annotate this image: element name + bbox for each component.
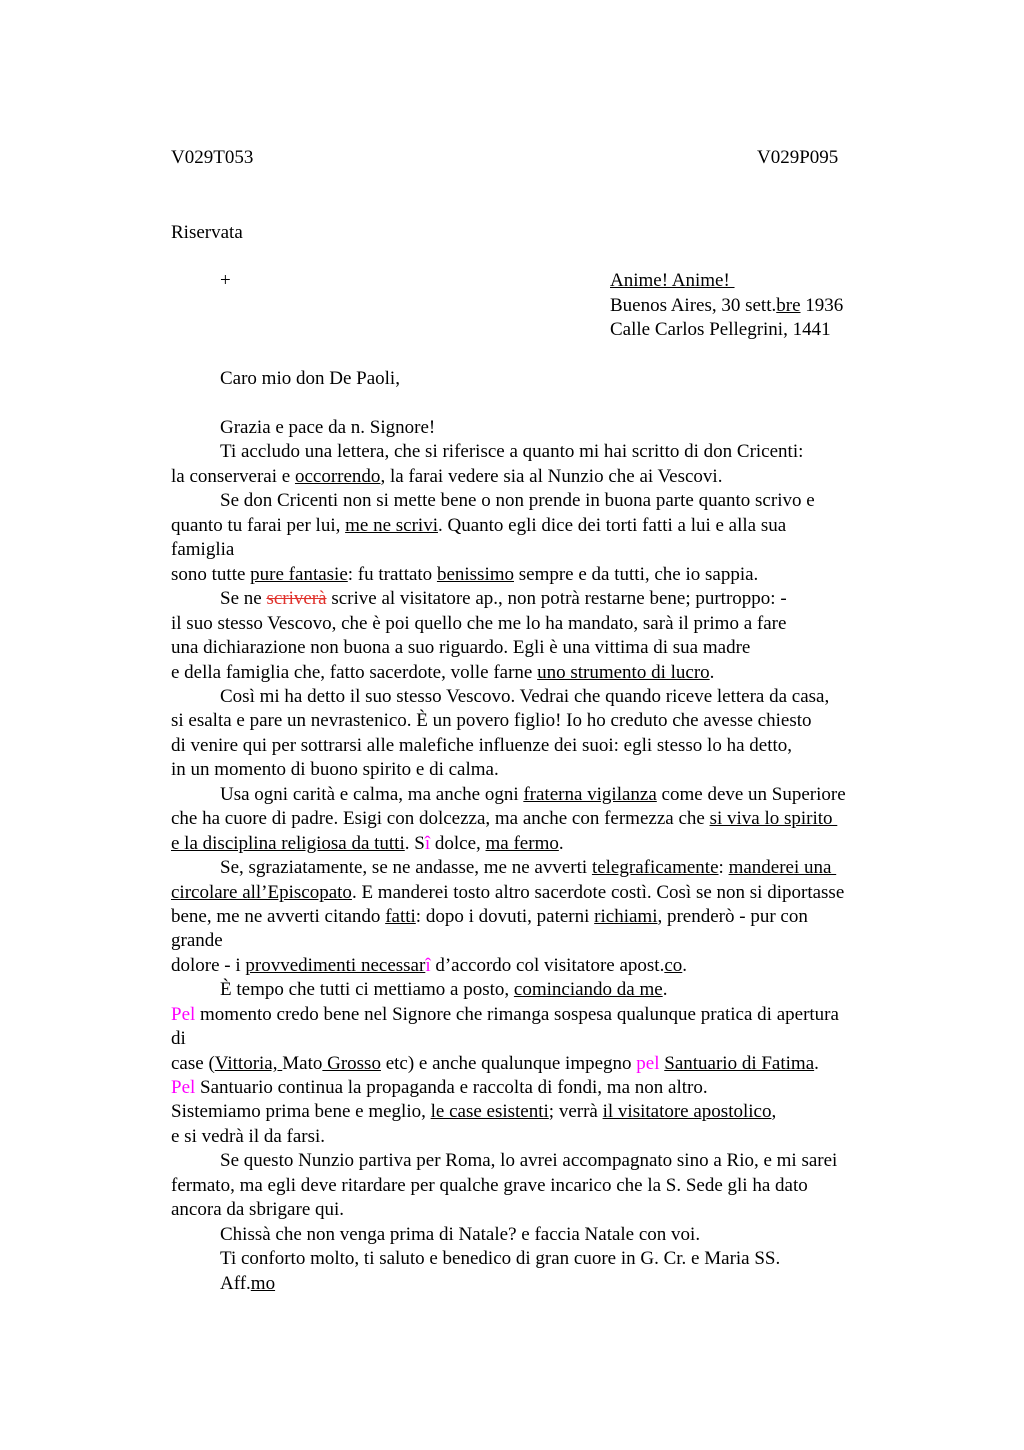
address-line: Calle Carlos Pellegrini, 1441 [610,319,831,340]
letter-line: Pel Santuario continua la propaganda e raccolta di fondi, ma non altro. [171,1077,708,1098]
letter-line: e della famiglia che, fatto sacerdote, volle farne uno strumento di lucro. [171,662,715,683]
letter-line: Se questo Nunzio partiva per Roma, lo avrei accompagnato sino a Rio, e mi sarei [220,1150,838,1171]
letter-line: circolare all’Episcopato. E manderei tosto altro sacerdote costì. Così se non si diportasse [171,882,845,903]
letter-line: Usa ogni carità e calma, ma anche ogni fraterna vigilanza come deve un Superiore [220,784,846,805]
motto: Anime! Anime! [610,270,735,291]
letter-line: di venire qui per sottrarsi alle malefiche influenze dei suoi: egli stesso lo ha detto, [171,735,793,756]
letter-line: e si vedrà il da farsi. [171,1126,326,1147]
letter-line: in un momento di buono spirito e di calma. [171,759,499,780]
letter-line: di [171,1028,186,1049]
date-sup: bre [776,295,801,316]
deleted-word: scriverà [266,588,327,609]
closing-signature: Aff.mo [220,1273,276,1294]
document-code-left: V029T053 [171,147,254,168]
salutation: Caro mio don De Paoli, [220,368,400,389]
letter-line: il suo stesso Vescovo, che è poi quello che me lo ha mandato, sarà il primo a fare [171,613,787,634]
date-prefix: Buenos Aires, 30 sett. [610,295,777,316]
letter-line: si esalta e pare un nevrastenico. È un povero figlio! Io ho creduto che avesse chiesto [171,710,812,731]
cross-symbol: + [220,270,231,291]
letter-line: e la disciplina religiosa da tutti. Sî dolce, ma fermo. [171,833,564,854]
letter-line: ancora da sbrigare qui. [171,1199,345,1220]
letter-line: famiglia [171,539,235,560]
letter-line: Ti accludo una lettera, che si riferisce a quanto mi hai scritto di don Cricenti: [220,441,804,462]
date-year: 1936 [800,295,844,316]
letter-line: una dichiarazione non buona a suo riguardo. Egli è una vittima di sua madre [171,637,751,658]
riservata-label: Riservata [171,222,243,243]
letter-line: fermato, ma egli deve ritardare per qualche grave incarico che la S. Sede gli ha dato [171,1175,808,1196]
letter-line: Se, sgraziatamente, se ne andasse, me ne avverti telegraficamente: manderei una [220,857,837,878]
letter-line: Così mi ha detto il suo stesso Vescovo. Vedrai che quando riceve lettera da casa, [220,686,830,707]
letter-line: dolore - i provvedimenti necessarî d’accordo col visitatore apost.co. [171,955,688,976]
document-code-right: V029P095 [757,147,839,168]
letter-line: Chissà che non venga prima di Natale? e faccia Natale con voi. [220,1224,701,1245]
letter-line: Pel momento credo bene nel Signore che rimanga sospesa qualunque pratica di apertura [171,1004,839,1025]
letter-line: È tempo che tutti ci mettiamo a posto, cominciando da me. [220,979,668,1000]
letter-line: Ti conforto molto, ti saluto e benedico di gran cuore in G. Cr. e Maria SS. [220,1248,781,1269]
date-line [610,294,843,318]
letter-line: quanto tu farai per lui, me ne scrivi. Quanto egli dice dei torti fatti a lui e alla sua [171,515,787,536]
letter-line: Se don Cricenti non si mette bene o non prende in buona parte quanto scrivo e [220,490,815,511]
letter-line: case (Vittoria, Mato Grosso etc) e anche qualunque impegno pel Santuario di Fatima. [171,1053,819,1074]
letter-line: Grazia e pace da n. Signore! [220,417,436,438]
letter-line: che ha cuore di padre. Esigi con dolcezza, ma anche con fermezza che si viva lo spirito [171,808,838,829]
letter-line: Sistemiamo prima bene e meglio, le case esistenti; verrà il visitatore apostolico, [171,1101,777,1122]
letter-line: la conserverai e occorrendo, la farai vedere sia al Nunzio che ai Vescovi. [171,466,723,487]
letter-line: grande [171,930,223,951]
letter-line: sono tutte pure fantasie: fu trattato benissimo sempre e da tutti, che io sappia. [171,564,759,585]
letter-line: Se ne scriverà scrive al visitatore ap., non potrà restarne bene; purtroppo: - [220,588,787,609]
letter-line: bene, me ne avverti citando fatti: dopo i dovuti, paterni richiami, prenderò - pur con [171,906,808,927]
